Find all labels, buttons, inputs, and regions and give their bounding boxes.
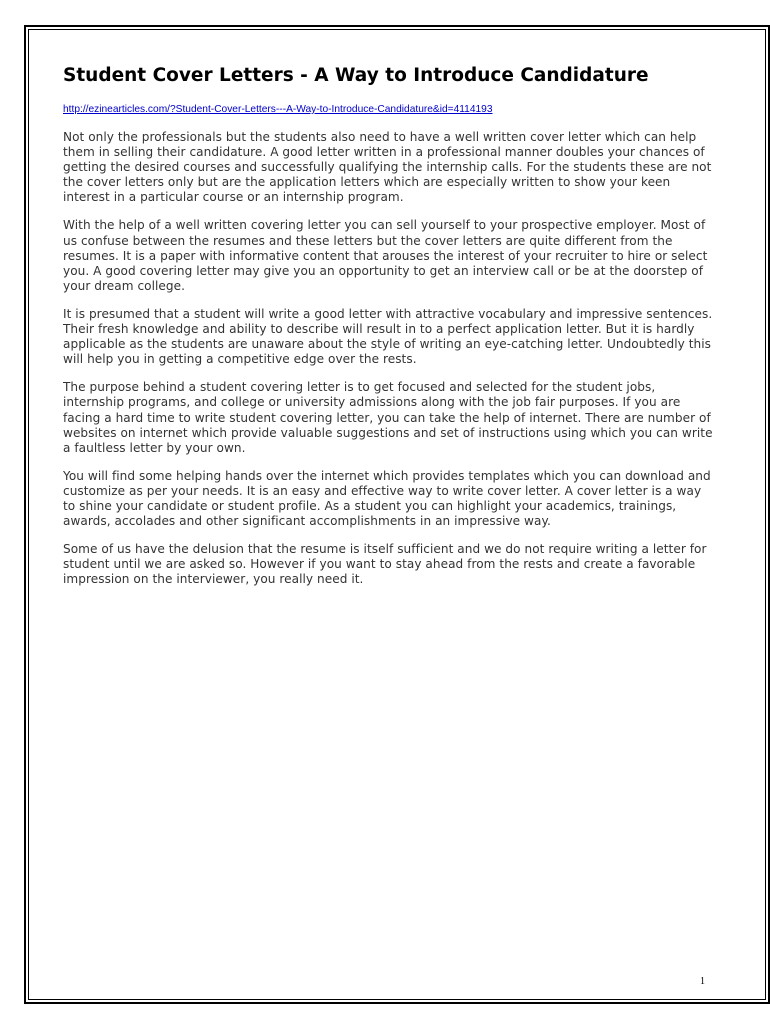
paragraph-3: It is presumed that a student will write a good letter with attractive vocabulary and impressive sentences. Their fresh knowledge and ability to describe will result in to a perfect application letter. But it is hardly applicable as the students are unaware about the style of writing an eye-catching letter. Undoubtedly this will help you in getting a competitive edge over the rests.	[63, 306, 713, 367]
article-content	[63, 63, 713, 587]
paragraph-4: The purpose behind a student covering letter is to get focused and selected for the student jobs, internship programs, and college or university admissions along with the job fair purposes. If you are facing a hard time to write student covering letter, you can take the help of internet. There are number of websites on internet which provide valuable suggestions and set of instructions using which you can write a faultless letter by your own.	[63, 380, 713, 455]
paragraph-5: You will find some helping hands over the internet which provides templates which you can download and customize as per your needs. It is an easy and effective way to write cover letter. A cover letter is a way to shine your candidate or student profile. As a student you can highlight your academics, trainings, awards, accolades and other significant accomplishments in an impressive way.	[63, 468, 711, 529]
page-number: 1	[700, 976, 705, 987]
paragraph-6: Some of us have the delusion that the resume is itself sufficient and we do not require writing a letter for student until we are asked so. However if you want to stay ahead from the rests and create a favorable impression on the interviewer, you really need it.	[63, 542, 707, 587]
source-link[interactable]: http://ezinearticles.com/?Student-Cover-Letters---A-Way-to-Introduce-Candidature&id=4114193	[63, 104, 493, 115]
article-title: Student Cover Letters - A Way to Introduce Candidature	[63, 65, 649, 86]
paragraph-2: With the help of a well written covering letter you can sell yourself to your prospective employer. Most of us confuse between the resumes and these letters but the cover letters are quite different from the resumes. It is a paper with informative content that arouses the interest of your recruiter to hire or select you. A good covering letter may give you an opportunity to get an interview call or be at the doorstep of your dream college.	[63, 218, 708, 293]
paragraph-1: Not only the professionals but the students also need to have a well written cover letter which can help them in selling their candidature. A good letter written in a professional manner doubles your chances of getting the desired courses and successfully qualifying the internship calls. For the students these are not the cover letters only but are the application letters which are especially written to show your keen interest in a particular course or an internship program.	[63, 130, 712, 205]
